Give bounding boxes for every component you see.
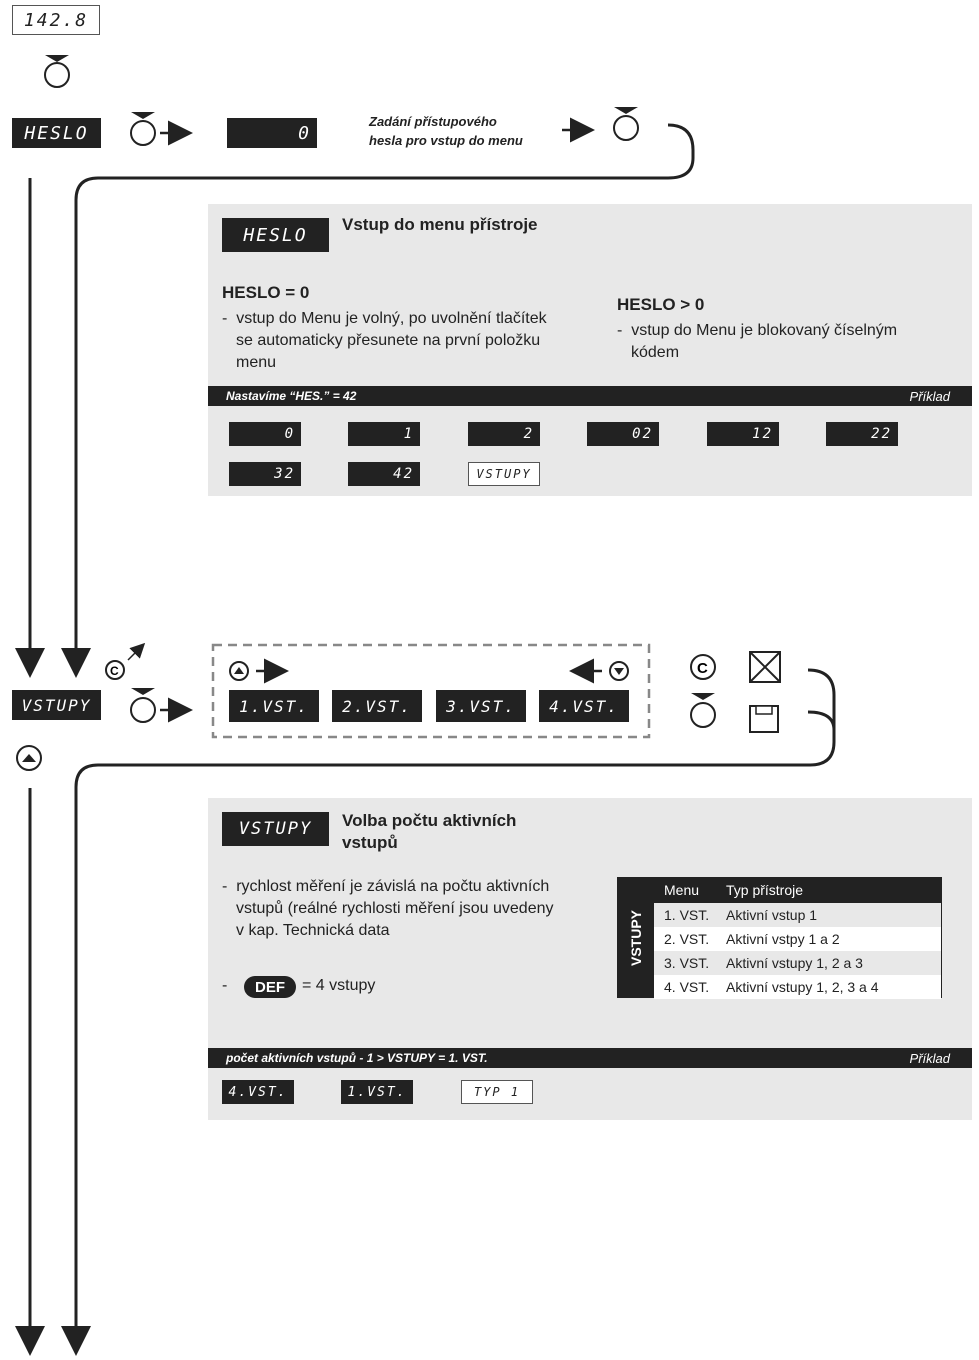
heslo-positive-heading: HESLO > 0 bbox=[617, 295, 705, 314]
example-display-0: 0 bbox=[229, 422, 301, 446]
vstupy-example-display-1: 1.VST. bbox=[341, 1080, 413, 1104]
heslo-positive-text: - vstup do Menu je blokovaný číselným kódem bbox=[617, 322, 898, 361]
vstupy-example-bar: počet aktivních vstupů - 1 > VSTUPY = 1. VST. Příklad bbox=[208, 1048, 972, 1068]
table-row: 2. VST. Aktivní vstpy 1 a 2 bbox=[654, 927, 941, 951]
example-result-display: VSTUPY bbox=[468, 462, 540, 486]
heslo-zero-text: - vstup do Menu je volný, po uvolnění tlačítek se automaticky přesunete na první položku menu bbox=[222, 310, 547, 371]
input-display-3: 3.VST. bbox=[436, 690, 526, 722]
example-display-1: 1 bbox=[348, 422, 420, 446]
table-row: 1. VST. Aktivní vstup 1 bbox=[654, 903, 941, 927]
table-row: 3. VST. Aktivní vstupy 1, 2 a 3 bbox=[654, 951, 941, 975]
svg-text:C: C bbox=[697, 660, 708, 677]
example-display-3: 02 bbox=[587, 422, 659, 446]
example-display-5: 22 bbox=[826, 422, 898, 446]
example-display-4: 12 bbox=[707, 422, 779, 446]
heslo-example-bar: Nastavíme “HES.” = 42 Příklad bbox=[208, 386, 972, 406]
vstupy-display: VSTUPY bbox=[12, 690, 101, 720]
example-display-2: 2 bbox=[468, 422, 540, 446]
input-display-2: 2.VST. bbox=[332, 690, 422, 722]
input-display-1: 1.VST. bbox=[229, 690, 319, 722]
vstupy-text: - rychlost měření je závislá na počtu aktivních vstupů (reálné rychlosti měření jsou uvedeny v kap. Technická data bbox=[222, 878, 554, 939]
def-dash: - bbox=[222, 977, 228, 994]
heslo-zero-heading: HESLO = 0 bbox=[222, 283, 310, 302]
heslo-display: HESLO bbox=[12, 118, 101, 148]
svg-text:C: C bbox=[110, 664, 119, 678]
table-row: 4. VST. Aktivní vstupy 1, 2, 3 a 4 bbox=[654, 975, 941, 999]
vstupy-example-display-0: 4.VST. bbox=[222, 1080, 294, 1104]
password-note: Zadání přístupového hesla pro vstup do menu bbox=[369, 114, 523, 148]
heslo-value-display: 0 bbox=[227, 118, 317, 148]
heslo-section-display: HESLO bbox=[222, 218, 329, 252]
example-display-6: 32 bbox=[229, 462, 301, 486]
vstupy-table: VSTUPY Menu Typ přístroje 1. VST. Aktivní vstup 1 2. VST. Aktivní vstpy 1 a 2 3. VST. Aktivní vstupy 1, 2 a 3 4. VST. Aktivní vstupy 1, 2, 3 a 4 bbox=[617, 877, 942, 998]
input-display-4: 4.VST. bbox=[539, 690, 629, 722]
example-display-7: 42 bbox=[348, 462, 420, 486]
vstupy-section-title: Volba počtu aktivních vstupů bbox=[342, 811, 517, 852]
top-value-display: 142.8 bbox=[12, 5, 100, 35]
vstupy-example-result: TYP 1 bbox=[461, 1080, 533, 1104]
vstupy-section-display: VSTUPY bbox=[222, 812, 329, 846]
def-badge: DEF bbox=[244, 976, 296, 998]
def-value: = 4 vstupy bbox=[302, 977, 376, 994]
heslo-section-title: Vstup do menu přístroje bbox=[342, 215, 538, 234]
